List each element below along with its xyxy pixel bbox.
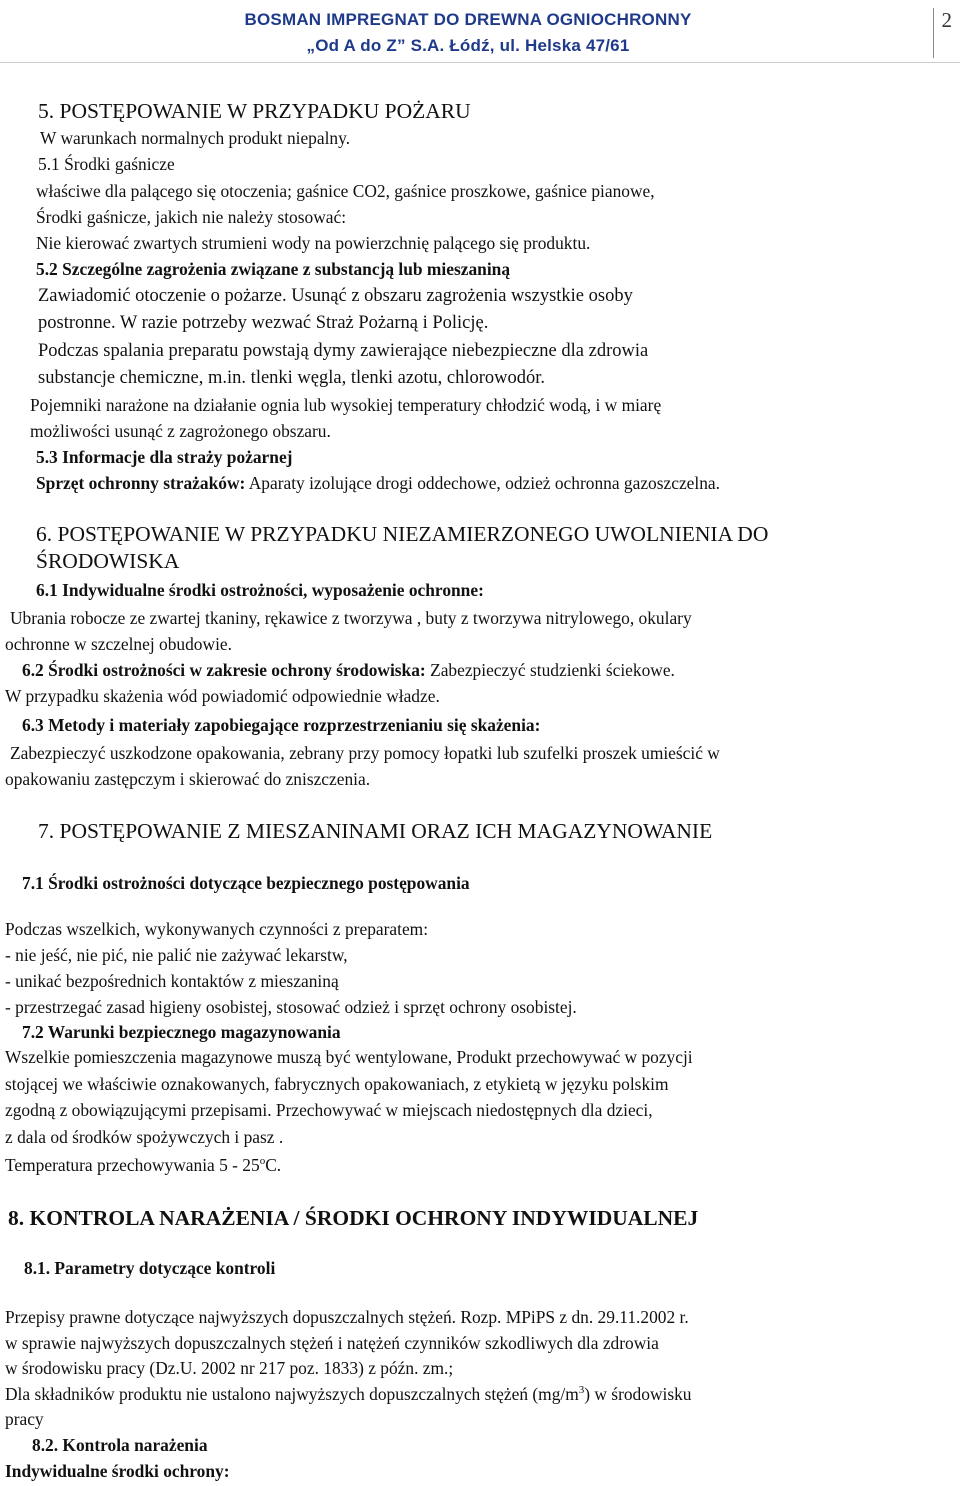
section-8-1-title: 8.1. Parametry dotyczące kontroli bbox=[24, 1258, 276, 1278]
section-5-2-title: 5.2 Szczególne zagrożenia związane z substancją lub mieszaniną bbox=[36, 259, 511, 279]
section-5-intro: W warunkach normalnych produkt niepalny. bbox=[40, 128, 351, 148]
section-6-1-title: 6.1 Indywidualne środki ostrożności, wyposażenie ochronne: bbox=[36, 580, 484, 600]
section-5-1-title: 5.1 Środki gaśnicze bbox=[38, 154, 175, 174]
section-7-2-title: 7.2 Warunki bezpiecznego magazynowania bbox=[22, 1022, 341, 1042]
section-5-2-line: Zawiadomić otoczenie o pożarze. Usunąć z obszaru zagrożenia wszystkie osoby bbox=[38, 286, 633, 306]
section-8-2-title: 8.2. Kontrola narażenia bbox=[32, 1435, 208, 1455]
section-8-1-line: pracy bbox=[5, 1409, 44, 1429]
section-6-1-line: Ubrania robocze ze zwartej tkaniny, rękawice z tworzywa , buty z tworzywa nitrylowego, okulary bbox=[10, 608, 692, 628]
header-address: „Od A do Z” S.A. Łódź, ul. Helska 47/61 bbox=[306, 36, 630, 55]
degree-mark: o bbox=[259, 1155, 266, 1168]
section-8-1-text-end: ) w środowisku bbox=[584, 1384, 692, 1404]
section-5-1-line: właściwe dla palącego się otoczenia; gaśnice CO2, gaśnice proszkowe, gaśnice pianowe, bbox=[36, 181, 655, 201]
section-6-2-text: Zabezpieczyć studzienki ściekowe. bbox=[425, 660, 675, 680]
section-6-title: 6. POSTĘPOWANIE W PRZYPADKU NIEZAMIERZONEGO UWOLNIENIA DO bbox=[36, 522, 769, 546]
section-8-1-line: Przepisy prawne dotyczące najwyższych dopuszczalnych stężeń. Rozp. MPiPS z dn. 29.11.2002 r. bbox=[5, 1307, 689, 1327]
section-8-title: 8. KONTROLA NARAŻENIA / ŚRODKI OCHRONY INDYWIDUALNEJ bbox=[8, 1206, 699, 1230]
section-5-3-line bbox=[36, 472, 720, 494]
header-divider bbox=[0, 62, 960, 63]
section-6-title-cont: ŚRODOWISKA bbox=[36, 549, 180, 573]
section-5-2-line: możliwości usunąć z zagrożonego obszaru. bbox=[30, 421, 331, 441]
section-7-1-line: - przestrzegać zasad higieny osobistej, stosować odzież i sprzęt ochrony osobistej. bbox=[5, 997, 577, 1017]
section-7-title: 7. POSTĘPOWANIE Z MIESZANINAMI ORAZ ICH MAGAZYNOWANIE bbox=[38, 819, 713, 843]
section-8-1-line: w sprawie najwyższych dopuszczalnych stężeń i natężeń czynników szkodliwych dla zdrowia bbox=[5, 1333, 659, 1353]
section-5-2-line: substancje chemiczne, m.in. tlenki węgla, tlenki azotu, chlorowodór. bbox=[38, 368, 546, 388]
section-5-3-title: 5.3 Informacje dla straży pożarnej bbox=[36, 447, 293, 467]
page-header bbox=[0, 4, 960, 64]
section-7-1-line: - unikać bezpośrednich kontaktów z mieszaniną bbox=[5, 971, 339, 991]
header-company: BOSMAN IMPREGNAT DO DREWNA OGNIOCHRONNY bbox=[244, 10, 692, 29]
section-7-1-line: Podczas wszelkich, wykonywanych czynności z preparatem: bbox=[5, 919, 429, 939]
section-7-2-line: stojącej we właściwie oznakowanych, fabrycznych opakowaniach, z etykietą w języku polskim bbox=[5, 1074, 669, 1094]
section-8-1-line: w środowisku pracy (Dz.U. 2002 nr 217 poz. 1833) z późn. zm.; bbox=[5, 1358, 454, 1378]
section-5-2-line: postronne. W razie potrzeby wezwać Straż Pożarną i Policję. bbox=[38, 313, 489, 333]
section-7-1-line: - nie jeść, nie pić, nie palić nie zażywać lekarstw, bbox=[5, 945, 348, 965]
section-5-1-line: Środki gaśnicze, jakich nie należy stosować: bbox=[36, 207, 347, 227]
section-8-1-text: Dla składników produktu nie ustalono najwyższych dopuszczalnych stężeń (mg/m bbox=[5, 1384, 579, 1404]
section-7-2-temperature bbox=[5, 1154, 281, 1176]
section-7-2-line: Wszelkie pomieszczenia magazynowe muszą być wentylowane, Produkt przechowywać w pozycji bbox=[5, 1047, 693, 1067]
section-5-2-line: Podczas spalania preparatu powstają dymy zawierające niebezpieczne dla zdrowia bbox=[38, 341, 649, 361]
section-5-2-line: Pojemniki narażone na działanie ognia lub wysokiej temperatury chłodzić wodą, i w miarę bbox=[30, 395, 662, 415]
section-5-title: 5. POSTĘPOWANIE W PRZYPADKU POŻARU bbox=[38, 99, 471, 123]
section-8-1-line bbox=[5, 1383, 692, 1405]
temperature-text: Temperatura przechowywania 5 - 25 bbox=[5, 1155, 260, 1175]
temperature-unit: C. bbox=[265, 1155, 282, 1175]
section-5-1-line: Nie kierować zwartych strumieni wody na powierzchnię palącego się produktu. bbox=[36, 233, 591, 253]
section-6-3-line: Zabezpieczyć uszkodzone opakowania, zebrany przy pomocy łopatki lub szufelki proszek umieścić w bbox=[10, 743, 720, 763]
section-8-2-subtitle: Indywidualne środki ochrony: bbox=[5, 1461, 230, 1481]
section-6-2-line: W przypadku skażenia wód powiadomić odpowiednie władze. bbox=[5, 686, 440, 706]
section-5-3-text: Aparaty izolujące drogi oddechowe, odzież ochronna gazoszczelna. bbox=[245, 473, 720, 493]
section-7-2-line: z dala od środków spożywczych i pasz . bbox=[5, 1127, 284, 1147]
section-6-1-line: ochronne w szczelnej obudowie. bbox=[5, 634, 232, 654]
section-6-2-line bbox=[22, 659, 675, 681]
cubic-superscript: 3 bbox=[578, 1384, 585, 1397]
section-6-3-line: opakowaniu zastępczym i skierować do zniszczenia. bbox=[5, 769, 371, 789]
page-number: 2 bbox=[933, 8, 953, 58]
section-7-2-line: zgodną z obowiązującymi przepisami. Przechowywać w miejscach niedostępnych dla dzieci, bbox=[5, 1100, 653, 1120]
section-5-3-label: Sprzęt ochronny strażaków: bbox=[36, 473, 246, 493]
section-6-2-title: 6.2 Środki ostrożności w zakresie ochrony środowiska: bbox=[22, 660, 426, 680]
section-7-1-title: 7.1 Środki ostrożności dotyczące bezpiecznego postępowania bbox=[22, 873, 470, 893]
section-6-3-title: 6.3 Metody i materiały zapobiegające rozprzestrzenianiu się skażenia: bbox=[22, 715, 541, 735]
